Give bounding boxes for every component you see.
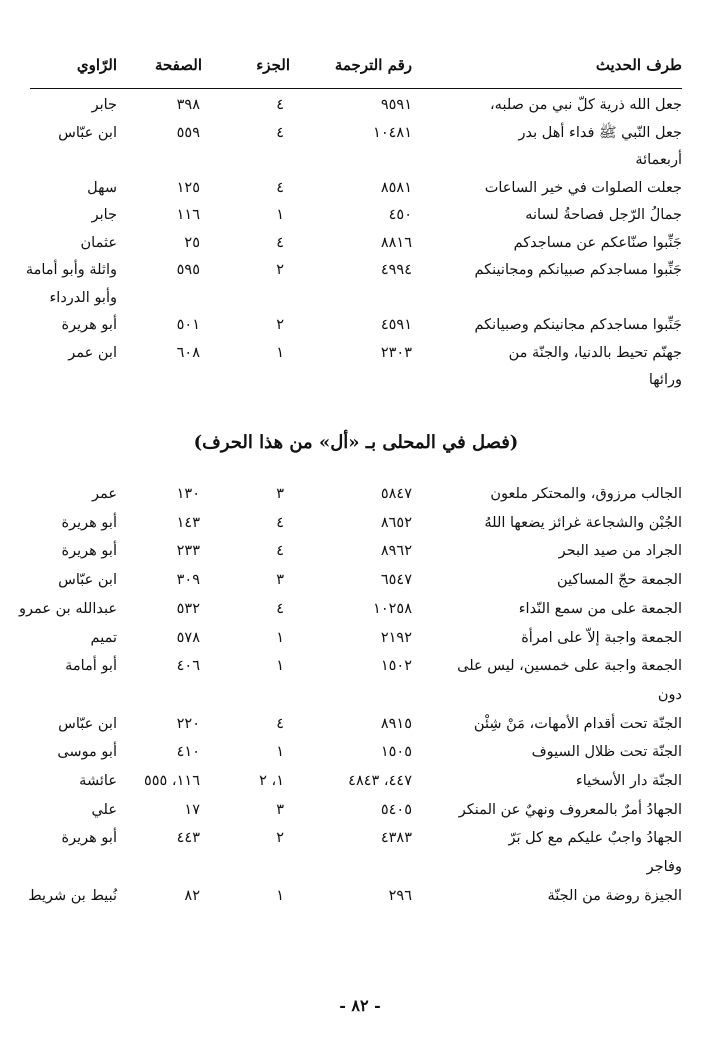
table-row <box>19 596 682 622</box>
header-page: الصفحة <box>154 56 202 74</box>
cell-page: ٤٠٦ <box>176 658 200 675</box>
cell-part: ١، ٢ <box>259 773 284 789</box>
cell-page: ١٣٠ <box>176 486 200 502</box>
cell-part: ٣ <box>276 801 284 818</box>
table-row <box>30 120 682 146</box>
cell-number: ٤٤٧، ٤٨٤٣ <box>348 773 412 789</box>
table-row <box>30 538 682 564</box>
cell-hadith: الجُبْن والشجاعة غرائز يضعها اللهُ <box>484 514 682 531</box>
cell-page: ٢٣٣ <box>176 543 200 560</box>
cell-number: ١٠٢٥٨ <box>373 600 412 617</box>
cell-part: ١ <box>276 629 284 646</box>
cell-narrator: أبو هريرة <box>61 830 117 847</box>
cell-hadith: الجنّة دار الأسخياء <box>575 773 682 789</box>
cell-number: ٨٩٦٢ <box>380 543 412 560</box>
cell-hadith: الجهادُ واجبٌ عليكم مع كل بَرّ <box>508 830 682 847</box>
cell-page: ١٤٣ <box>176 514 200 531</box>
cell-part: ٤ <box>276 234 284 251</box>
header-hadith: طرف الحديث <box>595 56 682 74</box>
cell-page: ٨٢ <box>184 887 200 904</box>
table-row <box>30 567 682 593</box>
cell-page: ٥٣٢ <box>176 600 200 617</box>
cell-hadith: الجالب مرزوق، والمحتكر ملعون <box>490 486 682 502</box>
cell-narrator: أبو أمامة <box>65 658 117 675</box>
table-row <box>30 510 682 536</box>
table-row <box>30 92 682 118</box>
cell-narrator: سهل <box>87 179 117 196</box>
cell-hadith: دون <box>657 686 682 703</box>
header-number: رقم الترجمة <box>334 56 412 74</box>
table-row <box>30 202 682 228</box>
cell-narrator: ابن عمر <box>68 344 117 361</box>
cell-part: ١ <box>276 744 284 761</box>
cell-part: ٤ <box>276 124 284 141</box>
table-row <box>30 625 682 651</box>
cell-page: ٥٧٨ <box>176 629 200 646</box>
cell-narrator: أبو هريرة <box>61 317 117 333</box>
cell-hadith: الجهادُ أمرٌ بالمعروف ونهيٌ عن المنكر <box>458 801 682 818</box>
cell-part: ١ <box>276 887 284 904</box>
table-row <box>30 825 682 851</box>
cell-hadith: جهنّم تحيط بالدنيا، والجنّة من <box>508 344 682 361</box>
cell-number: ٤٣٨٣ <box>380 830 412 847</box>
cell-page: ٣٠٩ <box>176 572 200 589</box>
table-row <box>30 883 682 909</box>
section-title: (فصل في المحلى بـ «أل» من هذا الحرف) <box>193 432 519 453</box>
cell-narrator: جابر <box>91 97 117 113</box>
cell-hadith: جعل الله ذرية كلّ نبي من صلبه، <box>489 97 682 113</box>
cell-narrator: واثلة وأبو أمامة <box>25 262 117 278</box>
cell-page: ٤٤٣ <box>176 830 200 847</box>
cell-hadith: الجنّة تحت ظلال السيوف <box>531 744 682 761</box>
table-row <box>30 312 682 338</box>
table-row <box>30 481 682 507</box>
cell-hadith: الجنّة تحت أقدام الأمهات، مَنْ شِئْن <box>473 715 682 732</box>
cell-hadith: الجمعة واجبة إلاّ على امرأة <box>521 629 682 646</box>
cell-page: ٢٢٠ <box>176 715 200 732</box>
cell-number: ٨٨١٦ <box>380 234 412 251</box>
table-header <box>30 52 682 89</box>
cell-hadith: الجيزة روضة من الجنّة <box>547 887 682 904</box>
cell-narrator: أبو موسى <box>57 744 117 761</box>
cell-page: ٦٠٨ <box>176 344 200 361</box>
cell-part: ١ <box>276 344 284 361</box>
table-row <box>30 367 682 393</box>
cell-hadith: ورائها <box>648 372 682 388</box>
cell-part: ٤ <box>276 179 284 196</box>
cell-number: ٢١٩٢ <box>380 629 412 646</box>
cell-page: ٢٥ <box>184 234 200 251</box>
cell-number: ٢٩٦ <box>388 887 412 904</box>
cell-hadith: جَنِّبوا صنّاعكم عن مساجدكم <box>513 234 682 251</box>
cell-hadith: الجمعة واجبة على خمسين، ليس على <box>457 658 682 675</box>
table-row <box>30 854 682 880</box>
header-part: الجزء <box>256 56 290 74</box>
cell-page: ٤١٠ <box>176 744 200 761</box>
table-row <box>30 230 682 256</box>
cell-part: ٣ <box>276 486 284 502</box>
cell-narrator: أبو هريرة <box>61 543 117 560</box>
page-number: - ٨٢ - <box>339 996 381 1015</box>
table-row <box>30 340 682 366</box>
cell-number: ٤٥٠ <box>388 207 412 223</box>
cell-part: ٤ <box>276 600 284 617</box>
table-row <box>30 682 682 708</box>
cell-narrator: نُبيط بن شريط <box>28 887 117 904</box>
cell-hadith: جمالُ الرّجل فصاحةُ لسانه <box>525 207 682 223</box>
cell-number: ٤٥٩١ <box>380 317 412 333</box>
table-row <box>30 653 682 679</box>
cell-narrator: تميم <box>90 629 117 646</box>
cell-part: ٤ <box>276 543 284 560</box>
table-row <box>30 797 682 823</box>
cell-part: ٢ <box>276 317 284 333</box>
cell-narrator: ابن عبّاس <box>58 124 117 141</box>
cell-hadith: جَنِّبوا مساجدكم صبيانكم ومجانينكم <box>474 262 682 278</box>
cell-page: ٥٩٥ <box>176 262 200 278</box>
cell-hadith: جعل النّبي ﷺ فداء أهل بدر <box>518 124 682 141</box>
cell-number: ٥٤٠٥ <box>380 801 412 818</box>
cell-narrator: عثمان <box>80 234 117 251</box>
cell-number: ١٥٠٥ <box>380 744 412 761</box>
cell-number: ٨٩١٥ <box>380 715 412 732</box>
cell-number: ١٠٤٨١ <box>373 124 412 141</box>
cell-page: ٣٩٨ <box>176 97 200 113</box>
cell-part: ٢ <box>276 262 284 278</box>
table-row <box>30 175 682 201</box>
table-row <box>30 739 682 765</box>
cell-part: ٣ <box>276 572 284 589</box>
cell-narrator: عمر <box>91 486 117 502</box>
cell-page: ١٢٥ <box>176 179 200 196</box>
cell-page: ٥٠١ <box>176 317 200 333</box>
table-row <box>30 147 682 173</box>
cell-narrator: علي <box>91 801 117 818</box>
table-row <box>25 257 682 283</box>
cell-number: ٩٥٩١ <box>380 97 412 113</box>
cell-number: ٤٩٩٤ <box>380 262 412 278</box>
cell-hadith: الجمعة على من سمع النّداء <box>518 600 682 617</box>
cell-part: ١ <box>276 658 284 675</box>
cell-narrator: عبدالله بن عمرو <box>19 600 117 617</box>
cell-hadith: أربعمائة <box>635 152 682 168</box>
cell-hadith: جعلت الصلوات في خير الساعات <box>484 179 682 196</box>
header-narrator: الرّاوي <box>76 56 117 74</box>
cell-hadith: الجراد من صيد البحر <box>558 543 682 560</box>
cell-narrator: عائشة <box>79 773 117 789</box>
cell-part: ٤ <box>276 715 284 732</box>
cell-part: ٤ <box>276 514 284 531</box>
cell-page: ٥٥٩ <box>176 124 200 141</box>
table-row <box>30 768 682 794</box>
cell-number: ٨٦٥٢ <box>380 514 412 531</box>
cell-part: ٤ <box>276 97 284 113</box>
cell-number: ٥٨٤٧ <box>380 486 412 502</box>
cell-hadith: الجمعة حجّ المساكين <box>557 572 682 589</box>
table-row <box>30 711 682 737</box>
cell-number: ٢٣٠٣ <box>380 344 412 361</box>
cell-narrator: ابن عبّاس <box>58 715 117 732</box>
cell-number: ٨٥٨١ <box>380 179 412 196</box>
cell-page: ١٧ <box>184 801 200 818</box>
cell-page: ١١٦، ٥٥٥ <box>143 773 200 789</box>
cell-narrator: أبو هريرة <box>61 514 117 531</box>
table-row <box>30 285 682 311</box>
cell-part: ١ <box>276 207 284 223</box>
cell-number: ١٥٠٢ <box>380 658 412 675</box>
cell-hadith: جَنِّبوا مساجدكم مجانينكم وصبيانكم <box>474 317 682 333</box>
cell-part: ٢ <box>276 830 284 847</box>
cell-narrator: وأبو الدرداء <box>49 289 117 306</box>
cell-page: ١١٦ <box>176 207 200 223</box>
cell-narrator: جابر <box>91 207 117 223</box>
cell-number: ٦٥٤٧ <box>380 572 412 589</box>
cell-hadith: وفاجر <box>646 859 682 876</box>
cell-narrator: ابن عبّاس <box>58 572 117 589</box>
